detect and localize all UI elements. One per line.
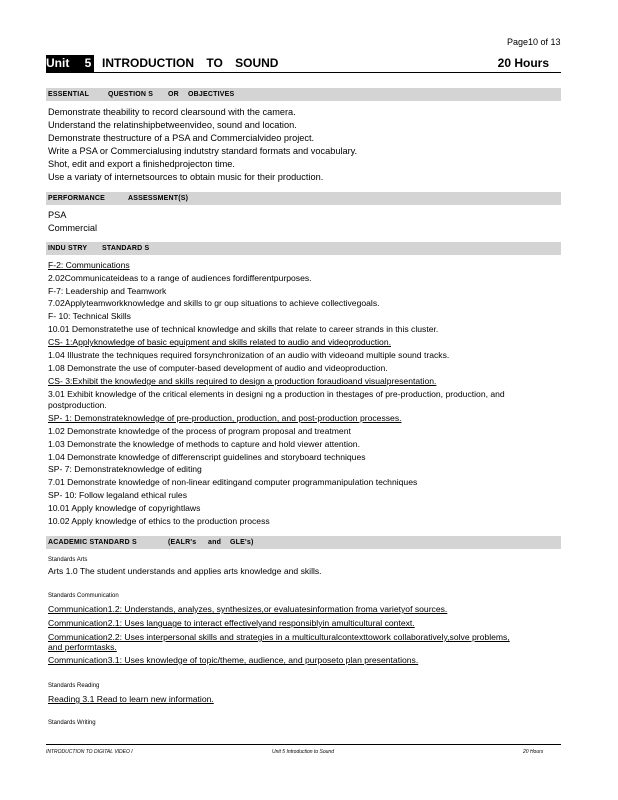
industry-standard-item: postproduction.: [48, 400, 107, 410]
industry-standard-item: 1.03 Demonstrate the knowledge of methods to capture and hold viewer attention.: [48, 439, 360, 449]
standards-subheading: Standards Communication: [48, 592, 119, 600]
section-header-word: ESSENTIAL: [48, 91, 90, 98]
industry-standard-item: F-2: Communications: [48, 260, 130, 270]
industry-standard-item: SP- 7: Demonstrateknowledge of editing: [48, 464, 202, 474]
standards-subheading: Standards Arts: [48, 556, 88, 564]
industry-standard-item: 1.02 Demonstrate knowledge of the process of program proposal and treatment: [48, 426, 351, 436]
academic-standard-item: and performtasks.: [48, 642, 117, 652]
unit-badge: [46, 55, 94, 72]
industry-standard-item: SP- 10: Follow legaland ethical rules: [48, 490, 188, 500]
objective-item: Shot, edit and export a finishedprojecton time.: [48, 159, 235, 169]
section-header-word: and: [208, 539, 222, 546]
industry-standard-item: 1.04 Illustrate the techniques required forsynchronization of an audio with videoand multiple sound tracks.: [48, 350, 450, 360]
objective-item: Demonstrate theability to record clearsound with the camera.: [48, 107, 296, 117]
industry-standard-item: 10.02 Apply knowledge of ethics to the production process: [48, 516, 270, 526]
section-header-word: GLE's): [230, 539, 254, 546]
footer-divider: [46, 744, 561, 745]
objective-item: Understand the relatinshipbetweenvideo, sound and location.: [48, 120, 297, 130]
unit-title: INTRODUCTION TO SOUND: [102, 56, 279, 70]
section-header-word: OBJECTIVES: [188, 91, 235, 98]
industry-standard-item: F- 10: Technical Skills: [48, 311, 131, 321]
section-header-word: INDU STRY: [48, 245, 88, 252]
section-header-word: ASSESSMENT(S): [128, 195, 189, 202]
objective-item: Write a PSA or Commercialusing indutstry standard formats and vocabulary.: [48, 146, 358, 156]
industry-standard-item: 7.02Applyteamworkknowledge and skills to gr oup situations to achieve collectivegoals.: [48, 298, 380, 308]
section-header-word: (EALR's: [168, 539, 197, 546]
page-number: Page10 of 13: [507, 37, 561, 47]
industry-standard-item: 3.01 Exhibit knowledge of the critical elements in designi ng a production in thestages of pre-production, production, and: [48, 389, 505, 399]
section-header-industry: [46, 242, 561, 255]
industry-standard-item: 1.04 Demonstrate knowledge of differenscript guidelines and storyboard techniques: [48, 452, 366, 462]
industry-standard-item: F-7: Leadership and Teamwork: [48, 286, 167, 296]
footer-course: INTRODUCTION TO DIGITAL VIDEO I: [46, 749, 133, 755]
section-header-academic: [46, 536, 561, 549]
industry-standard-item: CS- 1:Applyknowledge of basic equipment and skills related to audio and videoproduction.: [48, 337, 392, 347]
academic-standard-item: Communication2.2: Uses interpersonal skills and strategies in a multiculturalcontexttowork collaboratively,solve problems,: [48, 632, 510, 642]
footer-hours: 20 Hours: [523, 749, 544, 755]
unit-hours: 20 Hours: [497, 56, 549, 70]
objective-item: Demonstrate thestructure of a PSA and Commercialvideo project.: [48, 133, 315, 143]
section-header-essential: [46, 88, 561, 101]
unit-label: Unit: [46, 56, 70, 70]
assessment-item: PSA: [48, 210, 67, 220]
section-header-word: ACADEMIC STANDARD S: [48, 539, 137, 546]
unit-number: 5: [84, 56, 92, 70]
section-header-word: PERFORMANCE: [48, 195, 106, 202]
unit-title-bar: [46, 55, 561, 73]
industry-standard-item: 10.01 Demonstratethe use of technical knowledge and skills that relate to career strands in this cluster.: [48, 324, 439, 334]
academic-standard-item: Communication3.1: Uses knowledge of topic/theme, audience, and purposeto plan presentations.: [48, 655, 419, 665]
footer-unit: Unit 5 Introduction to Sound: [272, 749, 334, 755]
academic-standard-item: Communication1.2: Understands, analyzes, synthesizes,or evaluatesinformation froma varietyof sources.: [48, 604, 448, 614]
industry-standard-item: 1.08 Demonstrate the use of computer-based development of audio and videoproduction.: [48, 363, 388, 373]
academic-standard-item: Communication2.1: Uses language to interact effectivelyand responsiblyin amulticultural context.: [48, 618, 415, 628]
section-header-word: STANDARD S: [102, 245, 150, 252]
section-header-word: QUESTION S: [108, 91, 154, 98]
industry-standard-item: CS- 3:Exhibit the knowledge and skills required to design a production foraudioand visualpresentation.: [48, 376, 437, 386]
industry-standard-item: 2.02Communicateideas to a range of audiences fordifferentpurposes.: [48, 273, 312, 283]
industry-standard-item: SP- 1: Demonstrateknowledge of pre-production, production, and post-production processes.: [48, 413, 402, 423]
industry-standard-item: 10.01 Apply knowledge of copyrightlaws: [48, 503, 201, 513]
academic-standard-item: Reading 3.1 Read to learn new information.: [48, 694, 214, 704]
section-header-performance: [46, 192, 561, 205]
industry-standard-item: 7.01 Demonstrate knowledge of non-linear editingand computer programmanipulation techniques: [48, 477, 418, 487]
academic-standard-item: Arts 1.0 The student understands and applies arts knowledge and skills.: [48, 566, 322, 576]
standards-subheading: Standards Writing: [48, 719, 96, 727]
section-header-word: OR: [168, 91, 179, 98]
objective-item: Use a variaty of internetsources to obtain music for their production.: [48, 172, 324, 182]
standards-subheading: Standards Reading: [48, 682, 100, 690]
assessment-item: Commercial: [48, 223, 98, 233]
